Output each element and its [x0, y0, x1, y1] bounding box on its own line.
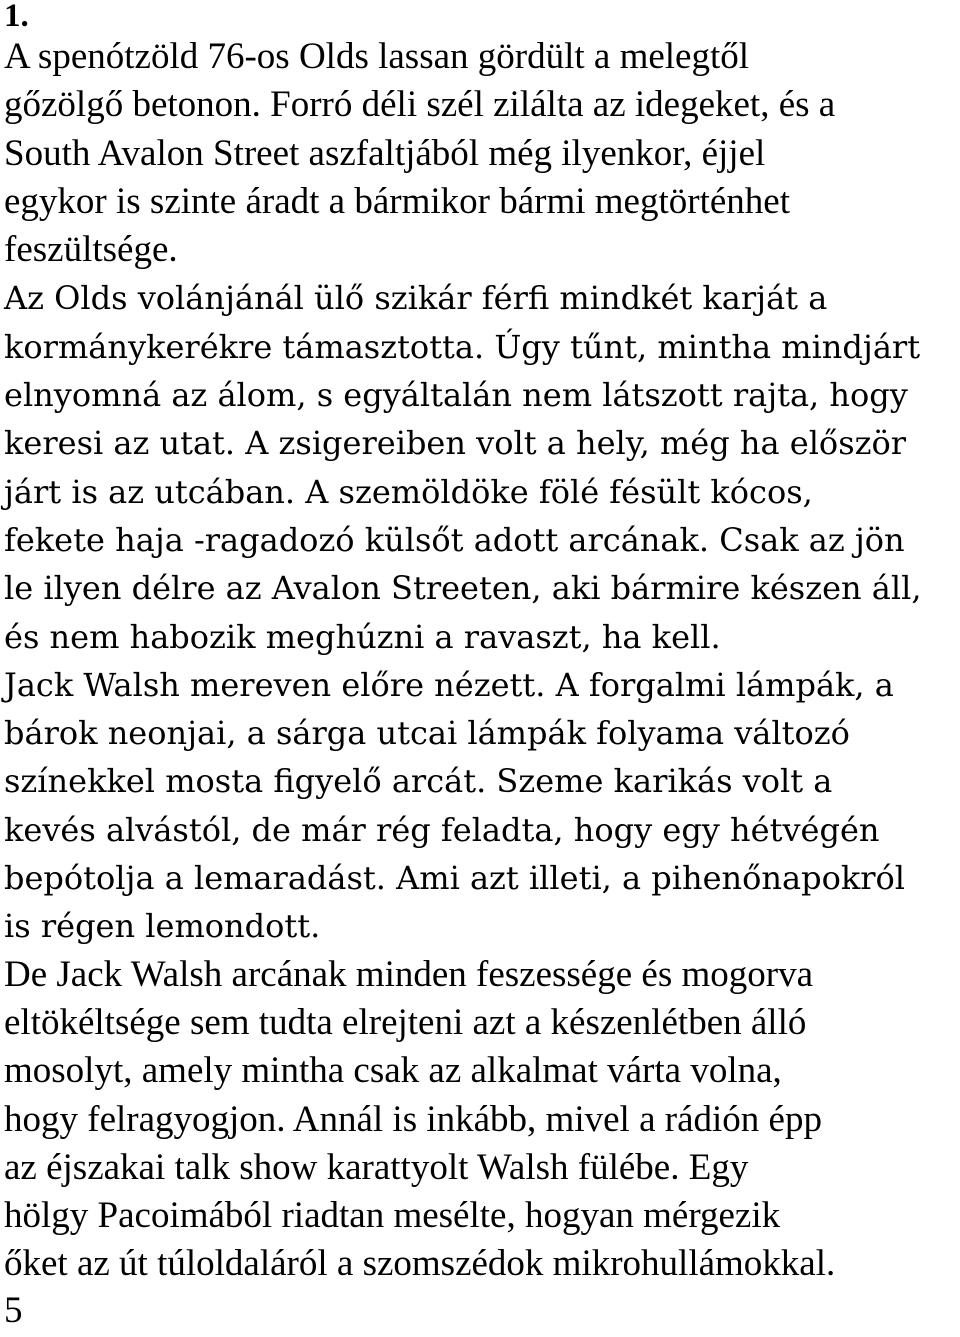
text-line: egykor is szinte áradt a bármikor bármi megtörténhet: [4, 180, 790, 222]
chapter-number: 1.: [4, 0, 29, 34]
page-number: 5: [4, 1289, 23, 1331]
text-line: Az Olds volánjánál ülő szikár férfi mindkét karját a: [4, 279, 828, 318]
text-line: bepótolja a lemaradást. Ami azt illeti, a pihenőnapokról: [4, 859, 906, 898]
paragraph-2: [4, 274, 956, 660]
text-line: eltökéltsége sem tudta elrejteni azt a készenlétben álló: [4, 1001, 807, 1043]
text-line: kevés alvástól, de már rég feladta, hogy egy hétvégén: [4, 810, 880, 849]
text-line: elnyomná az álom, s egyáltalán nem látszott rajta, hogy: [4, 376, 908, 415]
text-line: gőzölgő betonon. Forró déli szél zilálta az idegeket, és a: [4, 84, 836, 126]
text-line: Jack Walsh mereven előre nézett. A forgalmi lámpák, a: [4, 665, 894, 704]
paragraph-4: [4, 951, 956, 1289]
paragraph-3: [4, 661, 956, 951]
text-line: A spenótzöld 76-os Olds lassan gördült a melegtől: [4, 36, 750, 77]
text-line: bárok neonjai, a sárga utcai lámpák folyama változó: [4, 714, 850, 753]
text-line: kormánykerékre támasztotta. Úgy tűnt, mintha mindjárt: [4, 327, 921, 366]
text-line: őket az út túloldaláról a szomszédok mikrohullámokkal.: [4, 1243, 836, 1285]
paragraph-1: [4, 33, 956, 274]
text-line: le ilyen délre az Avalon Streeten, aki bármire készen áll,: [4, 569, 922, 608]
text-line: hogy felragyogjon. Annál is inkább, mivel a rádión épp: [4, 1098, 822, 1140]
text-line: keresi az utat. A zsigereiben volt a hely, még ha először: [4, 424, 907, 463]
text-line: mosolyt, amely mintha csak az alkalmat várta volna,: [4, 1050, 782, 1092]
text-line: fekete haja -ragadozó külsőt adott arcának. Csak az jön: [4, 520, 905, 559]
text-line: is régen lemondott.: [4, 907, 321, 946]
text-line: feszültsége.: [4, 229, 178, 271]
document-page: [4, 0, 956, 1333]
text-line: járt is az utcában. A szemöldöke fölé fésült kócos,: [4, 472, 813, 511]
text-line: South Avalon Street aszfaltjából még ilyenkor, éjjel: [4, 132, 766, 174]
text-line: és nem habozik meghúzni a ravaszt, ha kell.: [4, 617, 721, 656]
text-line: De Jack Walsh arcának minden feszessége és mogorva: [4, 953, 813, 995]
text-line: hölgy Pacoimából riadtan mesélte, hogyan mérgezik: [4, 1195, 781, 1237]
text-line: színekkel mosta figyelő arcát. Szeme karikás volt a: [4, 762, 833, 801]
text-line: az éjszakai talk show karattyolt Walsh fülébe. Egy: [4, 1146, 749, 1188]
